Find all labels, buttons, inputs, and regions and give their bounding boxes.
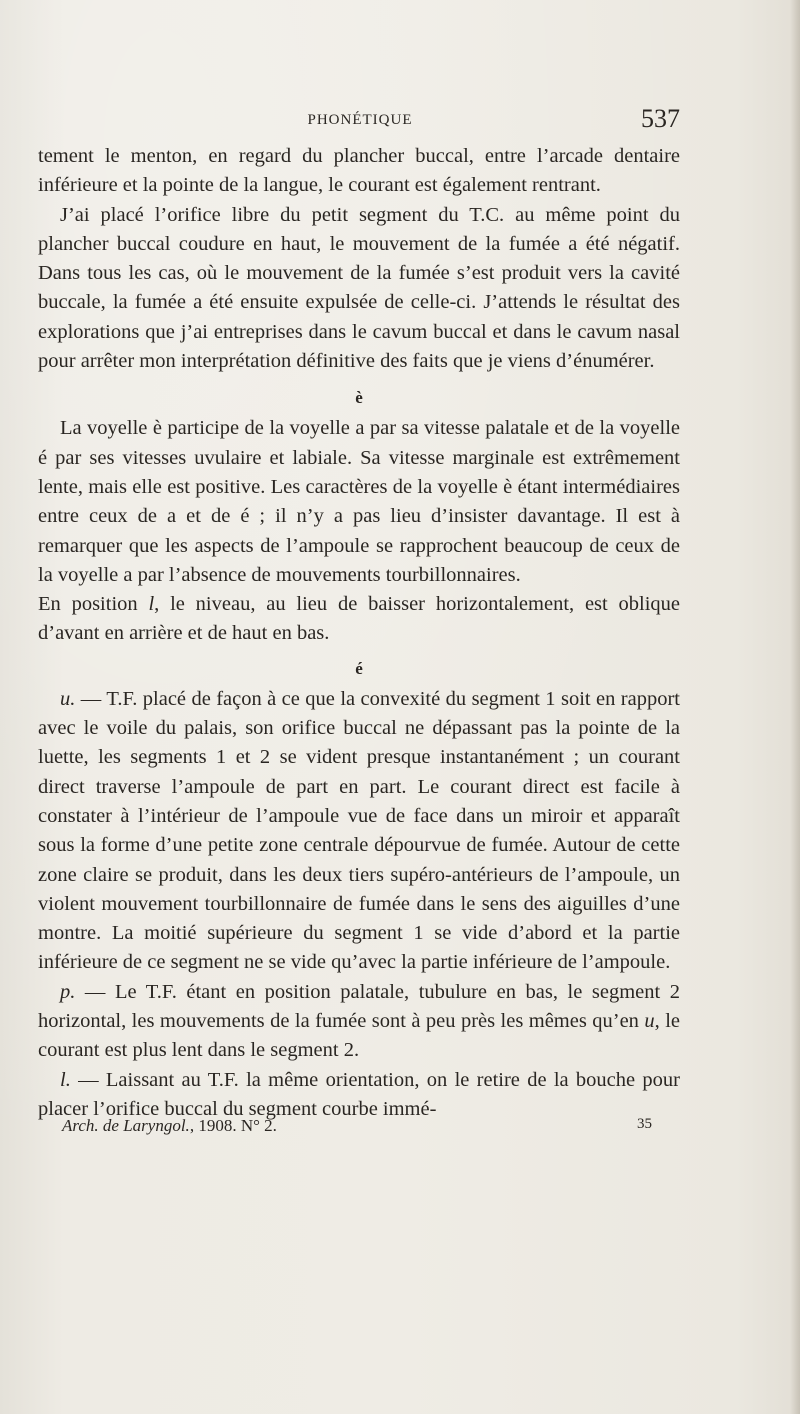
running-head-title: PHONÉTIQUE [307, 112, 413, 128]
page-edge-shadow [790, 0, 800, 1414]
paragraph-position-l [38, 590, 680, 649]
journal-title: Arch. de Laryngol. [62, 1116, 190, 1135]
signature-mark: 35 [637, 1116, 652, 1132]
p6-text-b: , le courant est plus lent dans le segment 2. [38, 1010, 680, 1062]
section-heading-e-acute: é [355, 658, 363, 678]
p6-u: u [644, 1010, 655, 1033]
p6-text-a: — Le T.F. étant en position palatale, tubulure en bas, le segment 2 horizontal, les mouvements de la fumée sont à peu près les mêmes qu’en [38, 980, 680, 1033]
p5-label: u. [60, 687, 76, 710]
running-head [40, 104, 680, 140]
body-text [38, 142, 680, 1124]
p4-l: l [148, 593, 155, 616]
section-heading-e-grave: è [355, 388, 363, 408]
p7-label: l. [60, 1068, 71, 1091]
paragraph-u [38, 685, 680, 978]
p5-text: — T.F. placé de façon à ce que la convexité du segment 1 soit en rapport avec le voile du palais, son orifice buccal ne dépassant pas la pointe de la luette, les segments 1 et 2 se vident presque instantanément ; un courant direct traverse l’ampoule de part en part. Le courant direct est facile à constater à l’intérieur de l’ampoule vue de face dans un miroir et apparaît sous la forme d’une petite zone centrale dépourvue de fumée. Autour de cette zone claire se produit, dans les deux tiers supéro-antérieurs de l’ampoule, un violent mouvement tourbillonnaire de fumée dans le sens des aiguilles d’une montre. La moitié supérieure du segment 1 se vide d’abord et la partie inférieure de ce segment ne se vide qu’avec la partie inférieure de l’ampoule. [38, 687, 680, 974]
page-number: 537 [641, 104, 680, 133]
paragraph-p [38, 978, 680, 1066]
p6-label: p. [60, 980, 76, 1003]
p4-start: En position [38, 593, 149, 616]
paragraph-voyelle-e-grave: La voyelle è participe de la voyelle a par sa vitesse palatale et de la voyelle é par ses vitesses uvulaire et labiale. Sa vitesse marginale est extrêmement lente, mais elle est positive. Les caractères de la voyelle è étant intermédiaires entre ceux de a et de é ; il n’y a pas lieu d’insister davantage. Il est à remarquer que les aspects de l’ampoule se rapprochent beaucoup de ceux de la voyelle a par l’absence de mouvements tourbillonnaires. [38, 417, 680, 586]
journal-details: , 1908. N° 2. [189, 1116, 277, 1135]
paragraph-continuation: tement le menton, en regard du plancher buccal, entre l’arcade dentaire inférieure et la pointe de la langue, le courant est également rentrant. [38, 145, 680, 197]
page-footer [62, 1116, 652, 1144]
p4-rest: , le niveau, au lieu de baisser horizontalement, est oblique d’avant en arrière et de haut en bas. [38, 593, 681, 645]
paragraph-orifice: J’ai placé l’orifice libre du petit segment du T.C. au même point du plancher buccal coudure en haut, le mouvement de la fumée a été négatif. Dans tous les cas, où le mouvement de la fumée s’est produit vers la cavité buccale, la fumée a été ensuite expulsée de celle-ci. J’attends le résultat des explorations que j’ai entreprises dans le cavum buccal et dans le cavum nasal pour arrêter mon interprétation définitive des faits que je viens d’énumérer. [38, 203, 680, 373]
journal-citation [62, 1116, 277, 1136]
p7-text: — Laissant au T.F. la même orientation, on le retire de la bouche pour placer l’orifice buccal du segment courbe immé- [38, 1068, 680, 1120]
